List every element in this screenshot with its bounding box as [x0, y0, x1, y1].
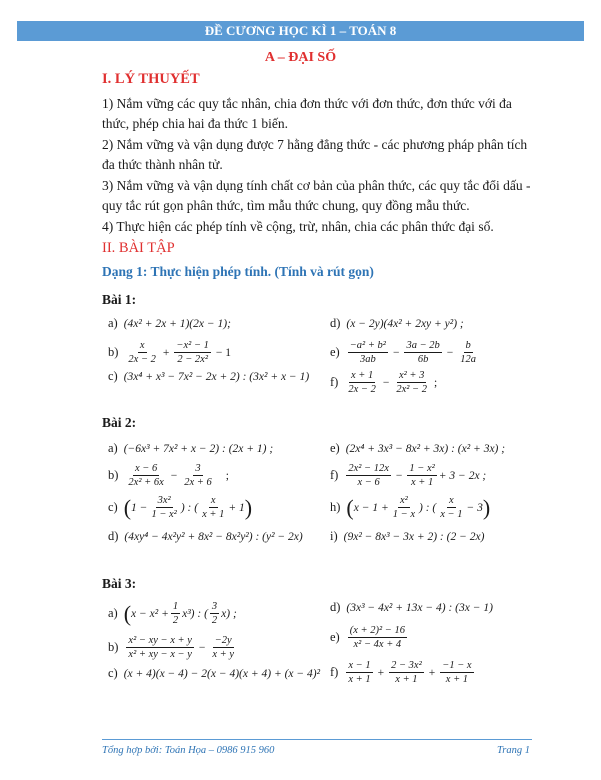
exercises-heading: II. BÀI TẬP [102, 240, 175, 256]
bai3-a: a) ( x − x² + $\frac{1}{2}$ x³) : ( $\frac{3}{2}$ x) ; [108, 600, 237, 626]
theory-item-4: 4) Thực hiện các phép tính về cộng, trừ, nhân, chia các phân thức đại số. [102, 219, 494, 234]
label: e) [330, 441, 340, 455]
bai2-b: b) $\frac{x - 6}{\text{2x² + 6x}}$ − $\frac{3}{2x + 6}$ ; [108, 463, 229, 488]
theory-heading: I. LÝ THUYẾT [102, 71, 200, 87]
expression: (2x⁴ + 3x³ − 8x² + 3x) : (x² + 3x) ; [345, 442, 506, 455]
label: a) [108, 606, 118, 620]
label: h) [330, 500, 341, 514]
label: f) [330, 375, 339, 389]
footer-divider [102, 739, 532, 740]
bai3-f: f) $\frac{x - 1}{x + 1}$ + $\frac{\text{2 − 3x²}}{x + 1}$ + $\frac{-1 - x}{x + 1}$ [330, 660, 472, 685]
document-header: ĐỀ CƯƠNG HỌC KÌ 1 – TOÁN 8 [17, 21, 584, 41]
label: f) [330, 468, 339, 482]
bai2-i [330, 529, 484, 544]
footer-author: Tổng hợp bởi: Toán Họa – 0986 915 960 [102, 745, 275, 756]
bai1-d [330, 316, 464, 331]
bai3-c [108, 666, 320, 681]
bai3-e: e) $\frac{\text{(x + 2)² − 16}}{\text{x² − 4x + 4}}$ [330, 625, 405, 650]
expression: (9x² − 8x³ − 3x + 2) : (2 − 2x) [343, 530, 485, 543]
expression: (3x³ − 4x² + 13x − 4) : (3x − 1) [346, 601, 493, 614]
expression: (4xy⁴ − 4x²y² + 8x² − 8x²y²) : (y² − 2x) [124, 530, 303, 543]
label: i) [330, 529, 338, 543]
label: b) [108, 468, 119, 482]
theory-item-3: 3) Nắm vững và vận dụng tính chất cơ bản của phân thức, các quy tắc đổi dấu - quy tắc rút gọn phân thức, tìm mẫu thức chung, quy đồng mẫu thức. [102, 178, 531, 213]
bai1-c [108, 369, 309, 384]
label: d) [330, 600, 341, 614]
label: d) [108, 529, 119, 543]
bai3-b: b) $\frac{\text{x² − xy − x + y}}{\text{x² + xy − x − y}}$ − $\frac{-2y}{x + y}$ [108, 635, 235, 660]
bai-2-title: Bài 2: [102, 415, 137, 430]
label: a) [108, 441, 118, 455]
bai1-a [108, 316, 231, 331]
fraction: $\frac{\text{−x² − 1}}{\text{2 − 2x²}}$ [176, 340, 209, 365]
bai3-d [330, 600, 493, 615]
bai1-e: e) $\frac{\text{−a² + b²}}{3ab}$ − $\frac{3a - 2b}{6b}$ − $\frac{b}{12a}$ [330, 340, 477, 365]
label: e) [330, 630, 340, 644]
bai2-a [108, 441, 273, 456]
dang-1-title: Dạng 1: Thực hiện phép tính. (Tính và rút gọn) [102, 264, 374, 279]
bai2-e [330, 441, 505, 456]
label: e) [330, 345, 340, 359]
bai-1-title: Bài 1: [102, 292, 137, 307]
bai2-d [108, 529, 303, 544]
label: b) [108, 345, 119, 359]
label: a) [108, 316, 118, 330]
footer-page-number: Trang 1 [497, 745, 530, 756]
bai-3-title: Bài 3: [102, 576, 137, 591]
bai2-f: f) $\frac{\text{2x² − 12x}}{x - 6}$ − $\frac{\text{1 − x²}}{x + 1}$ + 3 − 2x ; [330, 463, 487, 488]
label: f) [330, 665, 339, 679]
fraction: $\frac{x}{2x - 2}$ [128, 340, 156, 365]
bai1-b: b) $\frac{x}{2x - 2}$ + $\frac{\text{−x² − 1}}{\text{2 − 2x²}}$ − 1 [108, 340, 232, 365]
theory-item-2: 2) Nắm vững và vận dụng được 7 hằng đẳng thức - các phương pháp phân tích đa thức thành nhân tử. [102, 137, 528, 172]
expression: (4x² + 2x + 1)(2x − 1); [123, 317, 231, 330]
bai1-f: f) $\frac{x + 1}{2x - 2}$ − $\frac{\text{x² + 3}}{\text{2x² − 2}}$ ; [330, 370, 438, 395]
expression: (x − 2y)(4x² + 2xy + y²) ; [346, 317, 464, 330]
label: c) [108, 369, 118, 383]
expression: (x + 4)(x − 4) − 2(x − 4)(x + 4) + (x − 4)² [123, 667, 321, 680]
expression: (−6x³ + 7x² + x − 2) : (2x + 1) ; [123, 442, 274, 455]
bai2-h: h) ( x − 1 + $\frac{\text{x²}}{1 - x}$ ) : ( $\frac{x}{x - 1}$ − 3 ) [330, 494, 491, 520]
expression: (3x⁴ + x³ − 7x² − 2x + 2) : (3x² + x − 1) [123, 370, 310, 383]
part-title: A – ĐẠI SỐ [264, 50, 337, 65]
label: c) [108, 500, 118, 514]
theory-item-1: 1) Nắm vững các quy tắc nhân, chia đơn thức với đơn thức, đơn thức với đa thức, phép chia hai đa thức 1 biến. [102, 96, 512, 131]
label: d) [330, 316, 341, 330]
bai2-c: c) ( 1 − $\frac{\text{3x²}}{\text{1 − x²}}$ ) : ( $\frac{x}{x + 1}$ + 1 ) [108, 494, 253, 520]
label: b) [108, 640, 119, 654]
label: c) [108, 666, 118, 680]
